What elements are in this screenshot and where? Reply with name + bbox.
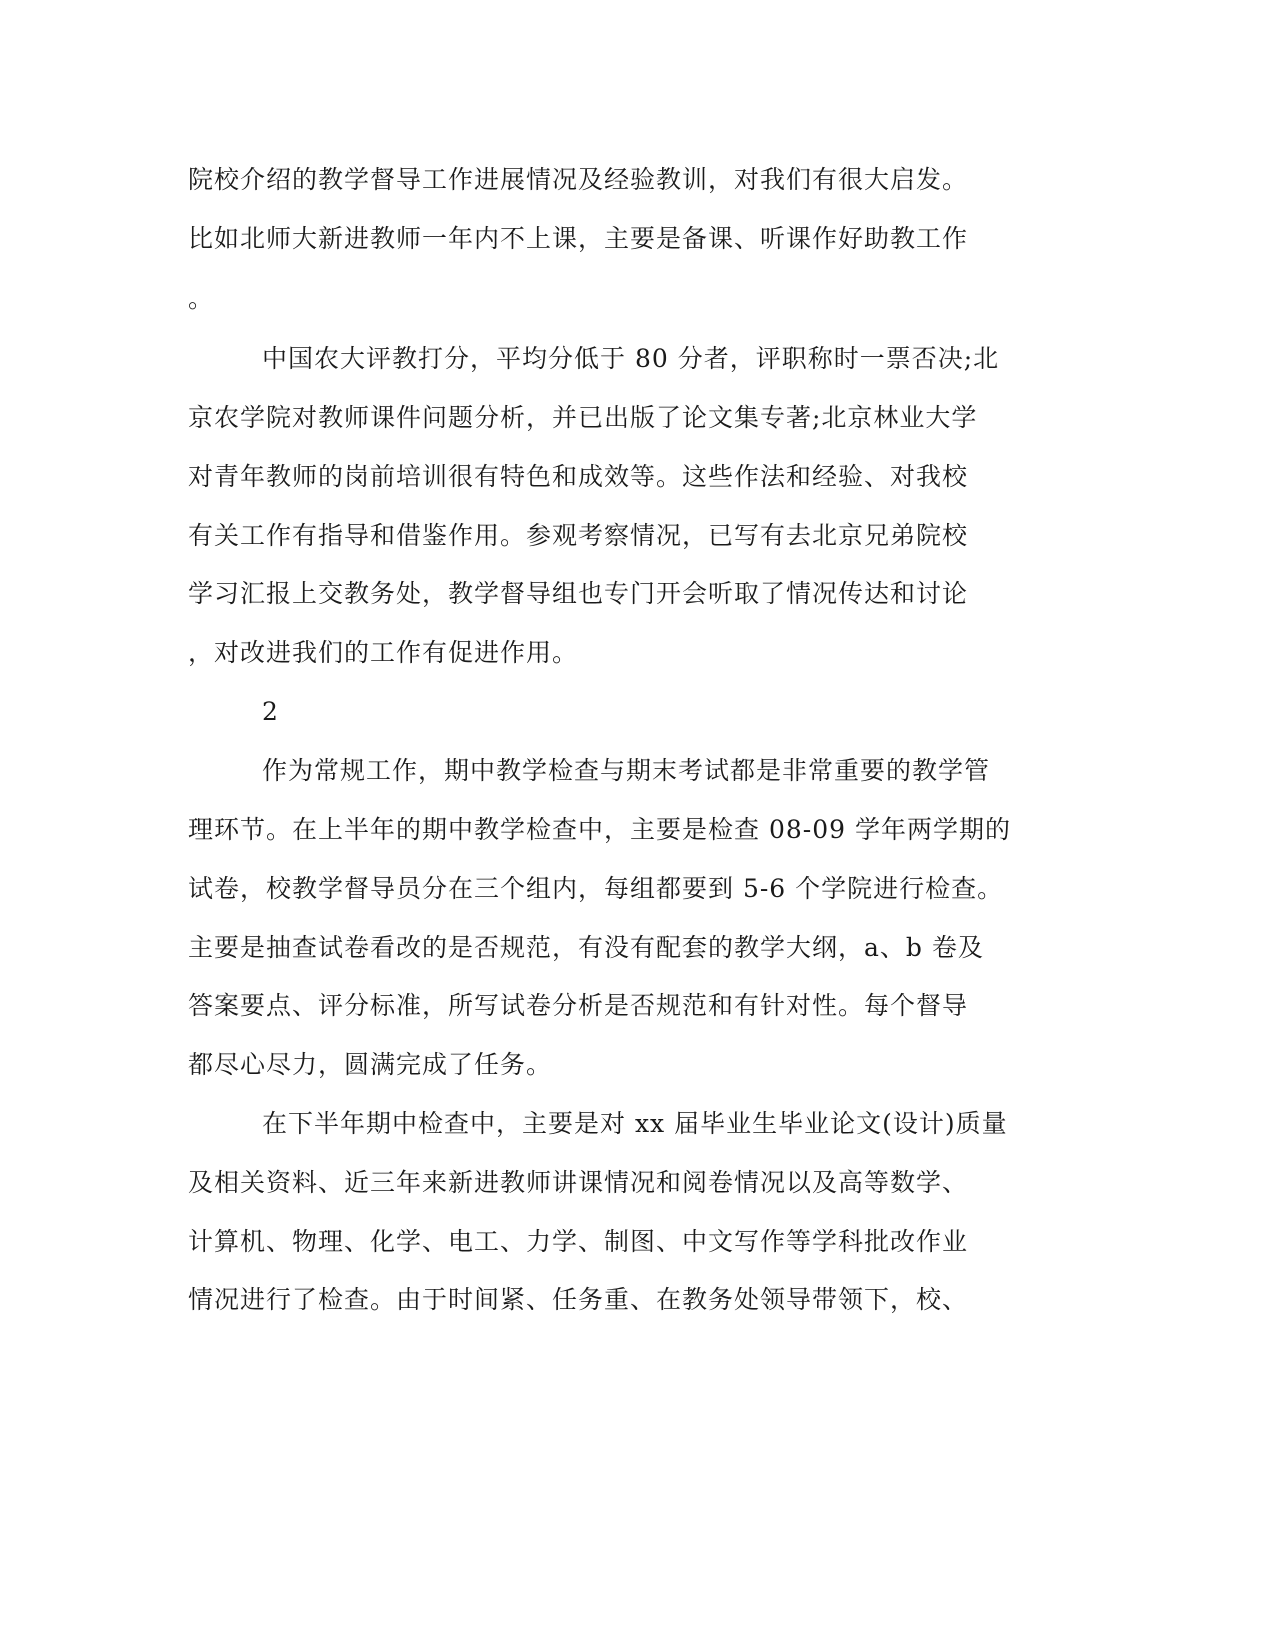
text-line: 试卷，校教学督导员分在三个组内，每组都要到 5-6 个学院进行检查。 — [188, 874, 1004, 903]
text-line: 对青年教师的岗前培训很有特色和成效等。这些作法和经验、对我校 — [188, 462, 969, 491]
text-line: ，对改进我们的工作有促进作用。 — [188, 638, 579, 667]
text-line: 比如北师大新进教师一年内不上课，主要是备课、听课作好助教工作 — [188, 224, 969, 253]
text-line: 都尽心尽力，圆满完成了任务。 — [188, 1050, 553, 1079]
paragraph-first-line: 中国农大评教打分，平均分低于 80 分者，评职称时一票否决;北 — [262, 344, 1000, 373]
section-number: 2 — [262, 697, 279, 726]
text-line: 理环节。在上半年的期中教学检查中，主要是检查 08-09 学年两学期的 — [188, 815, 1011, 844]
text-line: 及相关资料、近三年来新进教师讲课情况和阅卷情况以及高等数学、 — [188, 1168, 969, 1197]
text-line: 答案要点、评分标准，所写试卷分析是否规范和有针对性。每个督导 — [188, 991, 969, 1020]
text-line: 计算机、物理、化学、电工、力学、制图、中文写作等学科批改作业 — [188, 1227, 969, 1256]
text-line: 学习汇报上交教务处，教学督导组也专门开会听取了情况传达和讨论 — [188, 579, 969, 608]
text-line: 主要是抽查试卷看改的是否规范，有没有配套的教学大纲，a、b 卷及 — [188, 933, 984, 962]
text-line: 。 — [188, 284, 215, 313]
text-line: 有关工作有指导和借鉴作用。参观考察情况，已写有去北京兄弟院校 — [188, 521, 969, 550]
text-line: 京农学院对教师课件问题分析，并已出版了论文集专著;北京林业大学 — [188, 403, 978, 432]
paragraph-first-line: 作为常规工作，期中教学检查与期末考试都是非常重要的教学管 — [262, 756, 991, 785]
text-line: 院校介绍的教学督导工作进展情况及经验教训，对我们有很大启发。 — [188, 165, 969, 194]
paragraph-first-line: 在下半年期中检查中，主要是对 xx 届毕业生毕业论文(设计)质量 — [262, 1109, 1008, 1138]
text-line: 情况进行了检查。由于时间紧、任务重、在教务处领导带领下，校、 — [188, 1285, 969, 1314]
